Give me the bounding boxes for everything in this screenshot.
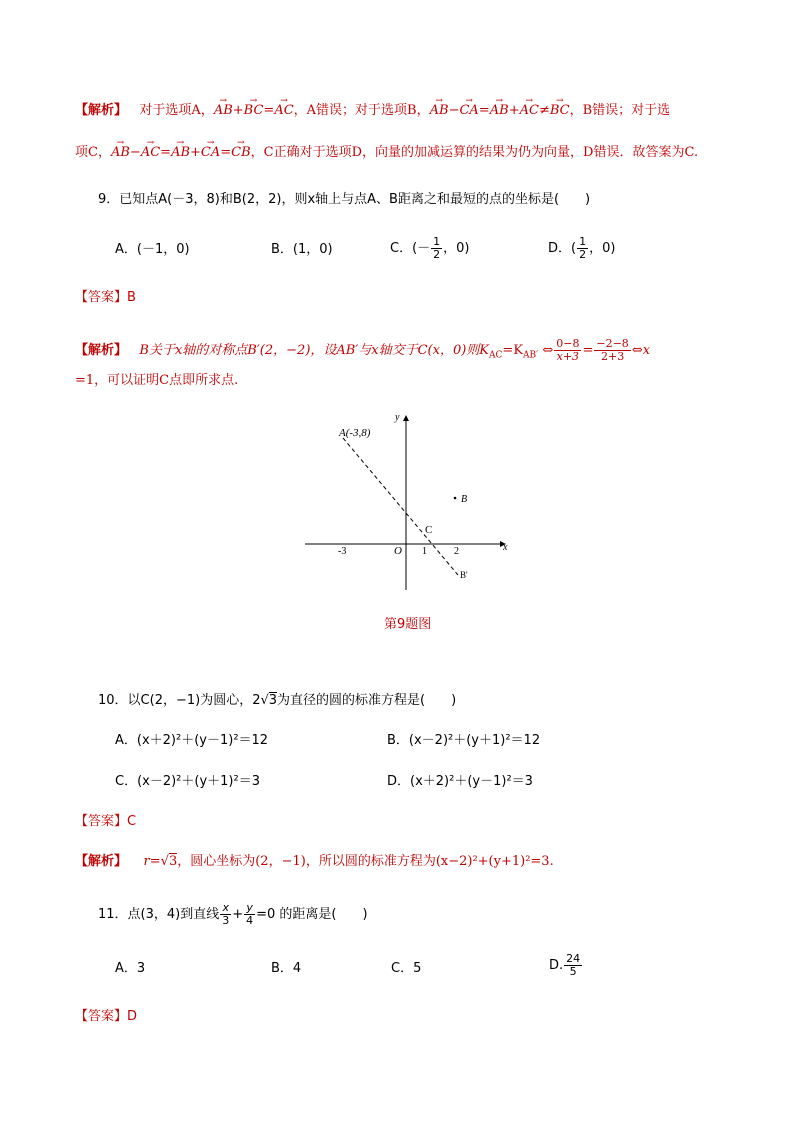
q9-answer: 【答案】B xyxy=(75,290,136,305)
q9-option-c xyxy=(390,236,470,261)
fraction-numerator: y xyxy=(244,902,255,915)
solution-text: =K xyxy=(502,343,524,358)
stem-text: + xyxy=(232,907,244,922)
fraction-numerator: 1 xyxy=(433,235,441,248)
q10-option-d: D．(x＋2)²＋(y－1)²＝3 xyxy=(387,774,533,789)
vector-ab: → AB xyxy=(171,144,190,162)
text-segment: = xyxy=(263,103,275,118)
tick-label-2: 2 xyxy=(454,546,459,557)
vector-ca: → CA xyxy=(201,144,220,162)
vector-ab: → AB xyxy=(490,102,509,120)
fraction-denominator: 3 xyxy=(222,914,230,927)
solution-tag: 【解析】 xyxy=(75,343,128,358)
text-segment: = xyxy=(160,145,172,160)
option-text: ，0) xyxy=(589,241,616,256)
label-bprime: B' xyxy=(460,570,468,580)
fraction-denominator: 4 xyxy=(246,914,254,927)
fraction-numerator: −2−8 xyxy=(596,337,629,350)
fraction-denominator: x+3 xyxy=(556,350,580,363)
text-segment: + xyxy=(232,103,244,118)
label-a: A(-3,8) xyxy=(339,427,371,439)
q9-solution-line-2: =1，可以证明C点即所求点. xyxy=(75,373,239,388)
label-c: C xyxy=(425,524,433,536)
fraction-numerator: 24 xyxy=(566,952,581,965)
q9-option-b: B．(1，0) xyxy=(271,242,333,257)
fraction-numerator: 1 xyxy=(579,235,587,248)
vector-ab: → AB xyxy=(111,144,130,162)
stem-text: 10．以C(2，−1)为圆心，2 xyxy=(98,693,261,708)
solution-8-line-1 xyxy=(75,102,670,120)
text-segment: ，C正确对于选项D，向量的加减运算的结果为仍为向量，D错误．故答案为C. xyxy=(250,145,699,160)
fraction xyxy=(577,236,588,261)
text-segment: ≠ xyxy=(538,103,550,118)
text-segment: − xyxy=(129,145,141,160)
vector-ac: → AC xyxy=(520,102,539,120)
solution-text: = xyxy=(582,343,594,358)
solution-text: r= xyxy=(143,854,161,869)
question-11-stem xyxy=(98,902,368,927)
solution-text: ⇔x xyxy=(631,343,651,358)
sqrt-symbol: √ xyxy=(260,693,269,708)
option-text: D．( xyxy=(548,241,577,256)
text-segment: − xyxy=(448,103,460,118)
tick-label-minus-3: -3 xyxy=(338,546,347,557)
q9-solution-line-1 xyxy=(75,338,650,365)
fraction xyxy=(594,338,630,363)
fraction-denominator: 2 xyxy=(433,248,441,261)
q11-option-c: C．5 xyxy=(391,961,422,976)
label-o: O xyxy=(394,545,402,557)
stem-text: =0 的距离是( ) xyxy=(256,907,368,922)
fraction xyxy=(244,902,255,927)
point-b xyxy=(454,497,457,500)
solution-text: ，圆心坐标为(2，−1)，所以圆的标准方程为(x−2)²+(y+1)²=3. xyxy=(177,854,554,869)
fraction xyxy=(220,902,231,927)
q11-answer: 【答案】D xyxy=(75,1009,138,1024)
q9-figure xyxy=(305,408,525,598)
q11-option-d xyxy=(549,953,583,978)
radicand: 3 xyxy=(268,693,278,708)
vector-ab: → AB xyxy=(430,102,449,120)
text-segment: 项C， xyxy=(75,145,111,160)
vector-ab: → AB xyxy=(214,102,233,120)
option-text: D. xyxy=(549,958,564,973)
solution-8-line-2 xyxy=(75,144,698,162)
fraction xyxy=(431,236,442,261)
label-y: y xyxy=(395,412,400,423)
question-10-stem xyxy=(98,692,456,710)
sqrt-symbol: √ xyxy=(160,854,169,869)
text-segment: ，A错误；对于选项B， xyxy=(293,103,430,118)
fraction-numerator: 0−8 xyxy=(556,337,580,350)
figure-caption: 第9题图 xyxy=(384,617,432,632)
label-b: B xyxy=(461,494,468,505)
text-segment: = xyxy=(478,103,490,118)
vector-ac: → AC xyxy=(141,144,160,162)
fraction-numerator: x xyxy=(220,902,231,915)
vector-ac: → AC xyxy=(274,102,293,120)
q10-solution xyxy=(75,853,554,871)
text-segment: + xyxy=(508,103,520,118)
fraction-denominator: 2+3 xyxy=(600,350,625,363)
q10-option-b: B．(x－2)²＋(y＋1)²＝12 xyxy=(387,733,541,748)
fraction xyxy=(564,953,582,978)
q9-option-a: A．(－1，0) xyxy=(115,242,190,257)
stem-text: 为直径的圆的标准方程是( ) xyxy=(277,693,457,708)
q9-option-d xyxy=(548,236,615,261)
fraction-denominator: 2 xyxy=(579,248,587,261)
vector-ca: → CA xyxy=(459,102,478,120)
vector-bc: → BC xyxy=(550,102,570,120)
vector-bc: → BC xyxy=(244,102,264,120)
fraction xyxy=(554,338,581,363)
label-x: x xyxy=(503,542,508,553)
q11-option-a: A．3 xyxy=(115,961,146,976)
option-text: C．(－ xyxy=(390,241,431,256)
fraction-denominator: 5 xyxy=(569,965,577,978)
q10-option-c: C．(x－2)²＋(y＋1)²＝3 xyxy=(115,774,260,789)
question-9-stem: 9．已知点A(－3，8)和B(2，2)，则x轴上与点A、B距离之和最短的点的坐标是( ) xyxy=(98,192,591,207)
solution-tag: 【解析】 xyxy=(75,103,128,118)
solution-tag: 【解析】 xyxy=(75,854,128,869)
text-segment: + xyxy=(190,145,201,160)
radicand: 3 xyxy=(168,854,178,869)
subscript: AB′ xyxy=(523,350,539,361)
q11-option-b: B．4 xyxy=(271,961,302,976)
vector-cb: → CB xyxy=(231,144,251,162)
text-segment: 对于选项A， xyxy=(139,103,214,118)
text-segment: = xyxy=(220,145,232,160)
subscript: AC xyxy=(489,350,503,361)
tick-label-1: 1 xyxy=(422,546,427,557)
q10-option-a: A．(x＋2)²＋(y－1)²＝12 xyxy=(115,733,269,748)
solution-text: B关于x轴的对称点B′(2，−2)，设AB′与x轴交于C(x，0)则K xyxy=(139,343,490,358)
solution-text: ⇔ xyxy=(542,343,554,358)
text-segment: ，B错误；对于选 xyxy=(569,103,671,118)
option-text: ，0) xyxy=(443,241,470,256)
q10-answer: 【答案】C xyxy=(75,814,137,829)
stem-text: 11．点(3，4)到直线 xyxy=(98,907,220,922)
